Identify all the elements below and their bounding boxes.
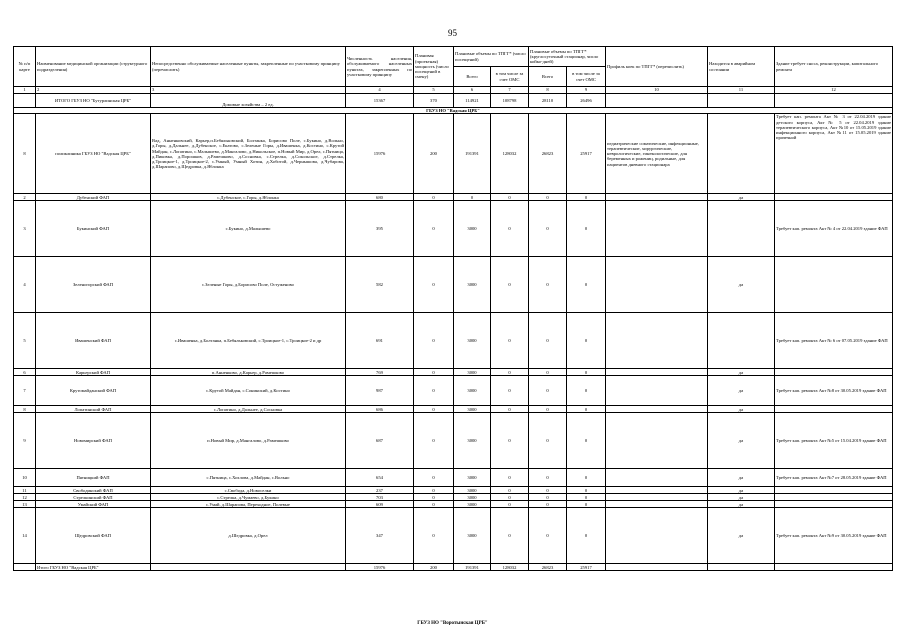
row-beds-oms: 0 <box>567 494 606 501</box>
main-profile: педиатрические соматические, инфекционные, терапевтические, хирургические, неврологические, гинекологические, для беременных и рожениц, родильные, для пациентов дневного стационара <box>606 114 708 194</box>
row-localities: с.Стрелка, д.Чумаево, д.Букино <box>151 494 346 501</box>
row-beds-oms: 0 <box>567 508 606 564</box>
table-row <box>14 469 893 487</box>
row-emergency: да <box>708 406 775 413</box>
total-beds-oms: 25917 <box>567 564 606 571</box>
row-visits-total: 3000 <box>454 376 491 406</box>
main-beds-oms: 25917 <box>567 114 606 194</box>
row-emergency: да <box>708 376 775 406</box>
column-number-row <box>14 87 893 94</box>
row-visits-total: 3000 <box>454 508 491 564</box>
row-note <box>775 501 893 508</box>
header-profile: Профиль коек по ТПГГ* (перечислить) <box>606 47 708 87</box>
col-number: 7 <box>491 87 529 94</box>
row-population: 347 <box>346 508 414 564</box>
row-visits-total: 3000 <box>454 201 491 257</box>
row-localities: с.Зеленые Горы, д.Борисово Поле, Остуженово <box>151 257 346 313</box>
row-note <box>775 406 893 413</box>
table-row <box>14 501 893 508</box>
row-visits-total: 3000 <box>454 487 491 494</box>
row-localities: с.Пятница, с.Хохлова, д.Майдан, с.Вольно <box>151 469 346 487</box>
row-name: Карьерский ФАП <box>36 369 151 376</box>
total-localities <box>151 564 346 571</box>
row-capacity: 0 <box>414 487 454 494</box>
main-note: Требует кап. ремонта Акт № 3 от 22.04.2019 здание детского корпуса, Акт № 5 от 22.04.2019 здание терапевтического корпуса, Акт №10 от 15.05.2019 здание инфекционного корпуса, Акт №11 от 15.05.2019 здание прачечной <box>775 114 893 194</box>
row-visits-total: 3000 <box>454 257 491 313</box>
row-profile <box>606 257 708 313</box>
prev-total-note: Домовые хозяйства – 2 ед. <box>151 94 346 108</box>
prev-total-row <box>14 94 893 108</box>
row-visits-total: 3000 <box>454 369 491 376</box>
page-number: 95 <box>448 28 457 38</box>
table-row <box>14 406 893 413</box>
row-localities: с.Свобода, д.Новоселки <box>151 487 346 494</box>
row-localities: п.Новый Мир, д.Мангалово, д.Рамешково <box>151 413 346 469</box>
row-name: Свободинский ФАП <box>36 487 151 494</box>
row-visits-total: 3000 <box>454 494 491 501</box>
row-num: 9 <box>14 413 36 469</box>
header-visits-oms: в том числе за счет ОМС <box>491 67 529 87</box>
row-note: Требует кап. ремонта Акт № 6 от 07.05.2019 здание ФАП <box>775 313 893 369</box>
header-reconstruction: Здание требует сноса, реконструкции, капитального ремонта <box>775 47 893 87</box>
row-beds-total: 0 <box>529 508 567 564</box>
col-number: 1 <box>14 87 36 94</box>
row-population: 769 <box>346 369 414 376</box>
row-beds-oms: 0 <box>567 257 606 313</box>
row-localities: с.Умай, д.Шарапова, Переходное, Полевые <box>151 501 346 508</box>
row-num: 6 <box>14 369 36 376</box>
row-population: 691 <box>346 313 414 369</box>
table-row <box>14 413 893 469</box>
col-number: 5 <box>414 87 454 94</box>
row-emergency: да <box>708 508 775 564</box>
row-emergency: да <box>708 257 775 313</box>
main-visits-oms: 128032 <box>491 114 529 194</box>
row-beds-oms: 0 <box>567 406 606 413</box>
table-row <box>14 487 893 494</box>
total-num <box>14 564 36 571</box>
row-capacity: 0 <box>414 194 454 201</box>
row-num: 2 <box>14 194 36 201</box>
row-name: Лопатинский ФАП <box>36 406 151 413</box>
total-visits-total: 191391 <box>454 564 491 571</box>
row-population: 703 <box>346 494 414 501</box>
row-visits-oms: 0 <box>491 369 529 376</box>
total-capacity: 200 <box>414 564 454 571</box>
row-localities: с.Лопатино, д.Дальнее, д.Сосновка <box>151 406 346 413</box>
row-beds-oms: 0 <box>567 194 606 201</box>
row-profile <box>606 501 708 508</box>
col-number: 10 <box>606 87 708 94</box>
row-beds-total: 0 <box>529 487 567 494</box>
row-profile <box>606 313 708 369</box>
row-beds-total: 0 <box>529 313 567 369</box>
row-visits-oms: 0 <box>491 257 529 313</box>
row-profile <box>606 494 708 501</box>
row-name: Зеленогорский ФАП <box>36 257 151 313</box>
prev-total-visits-oms: 108798 <box>491 94 529 108</box>
row-visits-oms: 0 <box>491 376 529 406</box>
total-row <box>14 564 893 571</box>
row-visits-oms: 0 <box>491 494 529 501</box>
row-note <box>775 487 893 494</box>
row-beds-oms: 0 <box>567 313 606 369</box>
row-capacity: 0 <box>414 508 454 564</box>
row-name: Щедровский ФАП <box>36 508 151 564</box>
row-note: Требует кап. ремонта Акт № 4 от 22.04.2019 здание ФАП <box>775 201 893 257</box>
row-population: 680 <box>346 194 414 201</box>
row-population: 987 <box>346 376 414 406</box>
section-title: ГБУЗ НО "Вадская ЦРБ" <box>14 108 893 114</box>
prev-total-name: ИТОГО ГБУЗ НО "Бутурлинская ЦРБ" <box>36 94 151 108</box>
row-emergency: да <box>708 494 775 501</box>
row-localities: п.Анненково, д.Карьер, д.Рамешково <box>151 369 346 376</box>
prev-total-population: 15367 <box>346 94 414 108</box>
row-visits-total: 3000 <box>454 406 491 413</box>
row-capacity: 0 <box>414 313 454 369</box>
prev-total-capacity: 370 <box>414 94 454 108</box>
row-profile <box>606 376 708 406</box>
row-note: Требует кап. ремонта Акт №7 от 28.05.2019 здание ФАП <box>775 469 893 487</box>
total-visits-oms: 128032 <box>491 564 529 571</box>
main-row <box>14 114 893 194</box>
main-beds-total: 26823 <box>529 114 567 194</box>
header-beds-oms: в том числе за счет ОМС <box>567 67 606 87</box>
row-population: 395 <box>346 201 414 257</box>
header-visits-total: Всего <box>454 67 491 87</box>
col-number: 9 <box>567 87 606 94</box>
row-visits-oms: 0 <box>491 406 529 413</box>
main-capacity: 200 <box>414 114 454 194</box>
table-row <box>14 313 893 369</box>
row-visits-total: 3000 <box>454 413 491 469</box>
row-profile <box>606 413 708 469</box>
table-row <box>14 369 893 376</box>
header-beds-total: Всего <box>529 67 567 87</box>
col-number: 6 <box>454 87 491 94</box>
row-beds-oms: 0 <box>567 201 606 257</box>
row-population: 686 <box>346 406 414 413</box>
row-population: 582 <box>346 257 414 313</box>
row-beds-oms: 0 <box>567 369 606 376</box>
row-visits-oms: 0 <box>491 194 529 201</box>
row-capacity: 0 <box>414 469 454 487</box>
header-capacity: Плановая (проектная) мощность (число посещений в смену) <box>414 47 454 87</box>
main-num: 8 <box>14 114 36 194</box>
row-beds-total: 0 <box>529 494 567 501</box>
row-capacity: 0 <box>414 413 454 469</box>
row-num: 5 <box>14 313 36 369</box>
row-capacity: 0 <box>414 257 454 313</box>
row-note <box>775 194 893 201</box>
row-visits-oms: 0 <box>491 201 529 257</box>
row-visits-oms: 0 <box>491 508 529 564</box>
row-num: 4 <box>14 257 36 313</box>
row-num: 14 <box>14 508 36 564</box>
row-note <box>775 257 893 313</box>
row-num: 13 <box>14 501 36 508</box>
row-population: 687 <box>346 413 414 469</box>
total-population: 15976 <box>346 564 414 571</box>
main-localities: Вад, Анненковский, Карьер,п.Бебяльковский, Болтанка, Борисово Поле, с.Букино, д.Вольно, д.Горы, д.Дальнее, д.Дубенское, с.Екатово, с.Зеленые Горы, д.Ивашенка, д.Костино, с.Крутой Майдан, с.Лопатино, с.Малышево, д.Мангалово, д.Никольское, п.Новый Мир, д.Орел, с.Пятница, д.Пиковка, д.Порошков, д.Рамешково, д.Сосновка, с.Стрелка, д.Сокольское, д.Стрелка, д.Троицкое-1, д.Троицкое-2, с.Умный, Умный Хотин, д.Хоботой, д.Чернышова, д.Чубарова, д.Шарапово, д.Щедровка, д.Яблонка <box>151 114 346 194</box>
row-beds-total: 0 <box>529 413 567 469</box>
row-beds-oms: 0 <box>567 501 606 508</box>
row-visits-oms: 0 <box>491 501 529 508</box>
row-capacity: 0 <box>414 501 454 508</box>
row-profile <box>606 469 708 487</box>
header-row-1 <box>14 47 893 67</box>
row-localities: с.Крутой Майдан, с.Сонинский, д.Костино <box>151 376 346 406</box>
row-profile <box>606 369 708 376</box>
row-profile <box>606 194 708 201</box>
table-row <box>14 194 893 201</box>
prev-total-beds-total: 28110 <box>529 94 567 108</box>
row-visits-total: 0 <box>454 194 491 201</box>
row-emergency: да <box>708 501 775 508</box>
row-capacity: 0 <box>414 376 454 406</box>
next-section-title: ГБУЗ НО "Воротынская ЦРБ" <box>417 621 488 626</box>
row-localities: с.Букино, д.Малышево <box>151 201 346 257</box>
row-emergency: да <box>708 194 775 201</box>
table-row <box>14 376 893 406</box>
row-num: 12 <box>14 494 36 501</box>
row-emergency: да <box>708 469 775 487</box>
row-capacity: 0 <box>414 369 454 376</box>
row-note: Требует кап. ремонта Акт №5 от 15.04.2019 здание ФАП <box>775 413 893 469</box>
header-num: № п/п карте <box>14 47 36 87</box>
row-visits-oms: 0 <box>491 487 529 494</box>
header-visits-group: Плановые объемы по ТПГГ* (число посещений) <box>454 47 529 67</box>
row-beds-oms: 0 <box>567 487 606 494</box>
table-row <box>14 257 893 313</box>
total-emergency <box>708 564 775 571</box>
row-visits-oms: 0 <box>491 469 529 487</box>
row-emergency <box>708 201 775 257</box>
row-note <box>775 369 893 376</box>
row-name: Пятницкий ФАП <box>36 469 151 487</box>
row-capacity: 0 <box>414 406 454 413</box>
row-note: Требует кап. ремонта Акт №9 от 30.05.2019 здание ФАП <box>775 508 893 564</box>
col-number: 4 <box>346 87 414 94</box>
table-row <box>14 508 893 564</box>
header-beds-group: Плановые объемы по ТПГГ* (круглосуточный стационар, число койко-дней) <box>529 47 606 67</box>
facility-table <box>13 46 893 571</box>
col-number: 11 <box>708 87 775 94</box>
row-emergency: да <box>708 369 775 376</box>
row-emergency: да <box>708 413 775 469</box>
prev-total-visits-total: 114921 <box>454 94 491 108</box>
row-note: Требует кап. ремонта Акт №8 от 30.05.2019 здание ФАП <box>775 376 893 406</box>
row-visits-total: 3000 <box>454 501 491 508</box>
row-population: 237 <box>346 487 414 494</box>
prev-total-beds-oms: 26496 <box>567 94 606 108</box>
row-emergency <box>708 313 775 369</box>
row-beds-total: 0 <box>529 257 567 313</box>
table-row <box>14 494 893 501</box>
row-beds-oms: 0 <box>567 469 606 487</box>
total-note <box>775 564 893 571</box>
main-visits-total: 191391 <box>454 114 491 194</box>
row-beds-total: 0 <box>529 501 567 508</box>
row-num: 10 <box>14 469 36 487</box>
row-name: Стрелкинский ФАП <box>36 494 151 501</box>
header-emergency: Находится в аварийном состоянии <box>708 47 775 87</box>
row-beds-total: 0 <box>529 376 567 406</box>
col-number: 12 <box>775 87 893 94</box>
row-beds-total: 0 <box>529 201 567 257</box>
row-visits-oms: 0 <box>491 413 529 469</box>
row-visits-total: 3000 <box>454 313 491 369</box>
row-beds-total: 0 <box>529 406 567 413</box>
row-num: 8 <box>14 406 36 413</box>
total-profile <box>606 564 708 571</box>
col-number: 3 <box>151 87 346 94</box>
row-capacity: 0 <box>414 201 454 257</box>
header-localities: Непосредственно обслуживаемые населенные пункты, закрепленные по участковому принципу (перечислить) <box>151 47 346 87</box>
row-name: Новомирский ФАП <box>36 413 151 469</box>
row-num: 3 <box>14 201 36 257</box>
row-population: 609 <box>346 501 414 508</box>
row-note <box>775 494 893 501</box>
row-beds-total: 0 <box>529 469 567 487</box>
row-beds-total: 0 <box>529 369 567 376</box>
row-num: 11 <box>14 487 36 494</box>
main-population: 15976 <box>346 114 414 194</box>
row-name: Букинский ФАП <box>36 201 151 257</box>
row-population: 654 <box>346 469 414 487</box>
row-beds-total: 0 <box>529 194 567 201</box>
row-visits-total: 3000 <box>454 469 491 487</box>
row-profile <box>606 201 708 257</box>
row-name: Крутомайданский ФАП <box>36 376 151 406</box>
row-profile <box>606 406 708 413</box>
row-name: Ивашенский ФАП <box>36 313 151 369</box>
main-name: поликлиника ГБУЗ НО "Вадская ЦРБ" <box>36 114 151 194</box>
header-population: Численность населения, обслуживаемого населенных пунктах, закрепленных по участковому принципу <box>346 47 414 87</box>
row-localities: д.Шедровка, д.Орел <box>151 508 346 564</box>
header-name: Наименование медицинской организации (структурного подразделения) <box>36 47 151 87</box>
col-number: 8 <box>529 87 567 94</box>
row-beds-oms: 0 <box>567 413 606 469</box>
row-num: 7 <box>14 376 36 406</box>
row-name: Дубенский ФАП <box>36 194 151 201</box>
total-name: Итого ГБУЗ НО "Вадская ЦРБ" <box>36 564 151 571</box>
row-emergency: да <box>708 487 775 494</box>
col-number: 2 <box>36 87 151 94</box>
row-capacity: 0 <box>414 494 454 501</box>
row-visits-oms: 0 <box>491 313 529 369</box>
row-beds-oms: 0 <box>567 376 606 406</box>
table-row <box>14 201 893 257</box>
row-localities: с.Дубенское, с.Горы, д.Яблонка <box>151 194 346 201</box>
row-profile <box>606 487 708 494</box>
total-beds-total: 26823 <box>529 564 567 571</box>
row-localities: с.Ивашенка, д.Болтанка, п.Бебяльковский, с.Троицкое-1, с.Троицкое-2 и др <box>151 313 346 369</box>
row-profile <box>606 508 708 564</box>
row-name: Умайский ФАП <box>36 501 151 508</box>
